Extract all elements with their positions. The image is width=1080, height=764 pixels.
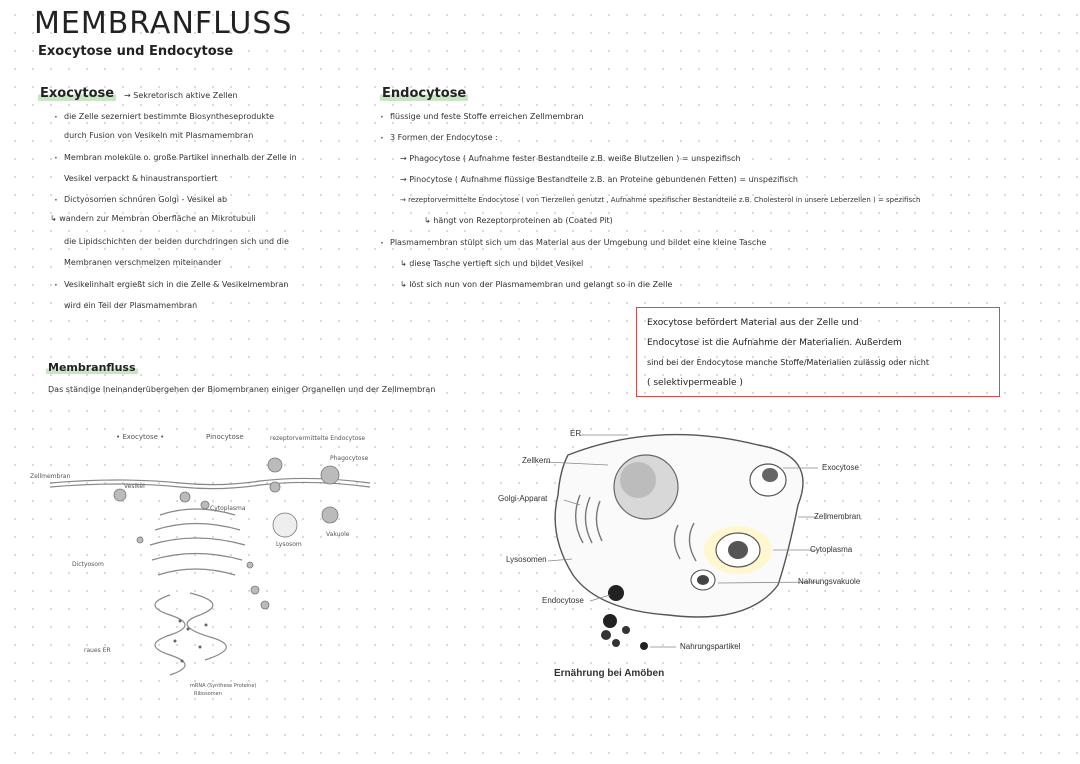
- page-subtitle: Exocytose und Endocytose: [38, 44, 234, 59]
- summary-line-3: sind bei der Endocytose manche Stoffe/Materialien zulässig oder nicht: [647, 358, 929, 367]
- exo-line-6-text: wandern zur Membran Oberfläche an Mikrotubuli: [59, 214, 256, 223]
- right-label-lysosomen: Lysosomen: [506, 555, 547, 564]
- right-label-nahrungsvakuole: Nahrungsvakuole: [798, 577, 861, 586]
- endo-line-4: → Pinocytose ( Aufnahme flüssige Bestandteile z.B. an Proteine gebundenen Fetten) = unspezifisch: [400, 175, 798, 184]
- membranfluss-heading: [46, 361, 138, 374]
- endo-line-8: ↳ diese Tasche vertieft sich und bildet Vesikel: [400, 259, 584, 268]
- endo-line-5: → rezeptorvermittelte Endocytose ( von Tierzellen genutzt , Aufnahme spezifischer Bestandteile z.B. Cholesterol in unsere Leberzellen ) = spezifisch: [400, 196, 921, 204]
- exocytose-heading: [38, 86, 116, 101]
- left-label-ribosomen: Ribosomen: [194, 691, 222, 697]
- amoeba-cell: [555, 435, 803, 617]
- exo-line-6: [50, 214, 256, 223]
- left-label-rezeptor: rezeptorvermittelte Endocytose: [270, 435, 366, 442]
- right-label-golgi: Golgi-Apparat: [498, 494, 548, 503]
- exo-line-4: Vesikel verpackt & hinaustransportiert: [64, 174, 218, 183]
- exo-line-10: wird ein Teil der Plasmamembran: [64, 301, 198, 310]
- left-label-raues-er: raues ER: [84, 647, 111, 654]
- left-label-cytoplasma: Cytoplasma: [210, 505, 246, 512]
- exo-line-3: · Membran moleküle o. große Partikel innerhalb der Zelle in: [64, 153, 297, 162]
- exocytose-arrow-note: [124, 91, 238, 100]
- left-label-mrna: mRNA (Synthese Proteine): [190, 683, 257, 689]
- endo-line-2: · 3 Formen der Endocytose :: [390, 133, 498, 142]
- exo-line-1: · die Zelle sezerniert bestimmte Biosyntheseprodukte: [64, 112, 274, 121]
- exo-line-7: die Lipidschichten der beiden durchdringen sich und die: [64, 237, 289, 246]
- endo-line-3: → Phagocytose ( Aufnahme fester Bestandteile z.B. weiße Blutzellen ) = unspezifisch: [400, 154, 741, 163]
- right-label-zellkern: Zellkern: [522, 456, 551, 465]
- endocytose-heading-text: Endocytose: [382, 86, 467, 101]
- right-label-nahrungspartikel: Nahrungspartikel: [680, 642, 741, 651]
- amoeba-caption: Ernährung bei Amöben: [554, 668, 665, 679]
- summary-line-2: Endocytose ist die Aufnahme der Materialien. Außerdem: [647, 338, 902, 348]
- summary-box: [636, 307, 1000, 397]
- right-label-zellmembran: Zellmembran: [814, 512, 861, 521]
- exo-line-9: · Vesikelinhalt ergießt sich in die Zelle & Vesikelmembran: [64, 280, 288, 289]
- left-label-zellmembran: Zellmembran: [30, 473, 71, 480]
- left-label-vesikel: Vesikel: [124, 483, 145, 490]
- left-label-exocytose: • Exocytose •: [116, 433, 165, 441]
- exocytose-note-text: Sekretorisch aktive Zellen: [133, 91, 238, 100]
- exo-line-2: durch Fusion von Vesikeln mit Plasmamembran: [64, 131, 254, 140]
- arrow-right-icon: →: [124, 91, 134, 100]
- membranfluss-heading-text: Membranfluss: [48, 361, 136, 374]
- right-label-cytoplasma: Cytoplasma: [810, 545, 853, 554]
- right-label-endocytose: Endocytose: [542, 596, 584, 605]
- page-title: MEMBRANFLUSS: [34, 6, 293, 41]
- endocytose-heading: [380, 86, 468, 101]
- exocytose-heading-text: Exocytose: [40, 86, 115, 101]
- exo-line-5: · Dictyosomen schnüren Golgi - Vesikel ab: [64, 195, 227, 204]
- right-label-er: ER: [570, 429, 582, 438]
- membranfluss-diagram: [30, 425, 400, 705]
- return-arrow-icon: ↳: [50, 214, 60, 223]
- endo-line-1: · flüssige und feste Stoffe erreichen Zellmembran: [390, 112, 584, 121]
- right-label-exocytose: Exocytose: [822, 463, 859, 472]
- left-label-pinocytose: Pinocytose: [206, 433, 244, 441]
- exo-line-8: Membranen verschmelzen miteinander: [64, 258, 222, 267]
- left-label-lysosom: Lysosom: [276, 541, 302, 548]
- amoeba-diagram: [498, 425, 878, 690]
- left-label-vakuole: Vakuole: [326, 531, 350, 538]
- membranfluss-text: Das ständige Ineinanderübergehen der Biomembranen einiger Organellen und der Zellmembran: [48, 385, 436, 394]
- endo-line-9: ↳ löst sich nun von der Plasmamembran und gelangt so in die Zelle: [400, 280, 673, 289]
- left-label-phagocytose: Phagocytose: [330, 455, 369, 462]
- endo-line-6: ↳ hängt von Rezeptorproteinen ab (Coated Pit): [424, 216, 613, 225]
- endo-line-7: · Plasmamembran stülpt sich um das Material aus der Umgebung und bildet eine kleine Tasche: [390, 238, 766, 247]
- summary-line-4: ( selektivpermeable ): [647, 378, 743, 388]
- summary-line-1: Exocytose befördert Material aus der Zelle und: [647, 318, 859, 328]
- left-label-dictyosom: Dictyosom: [72, 561, 104, 568]
